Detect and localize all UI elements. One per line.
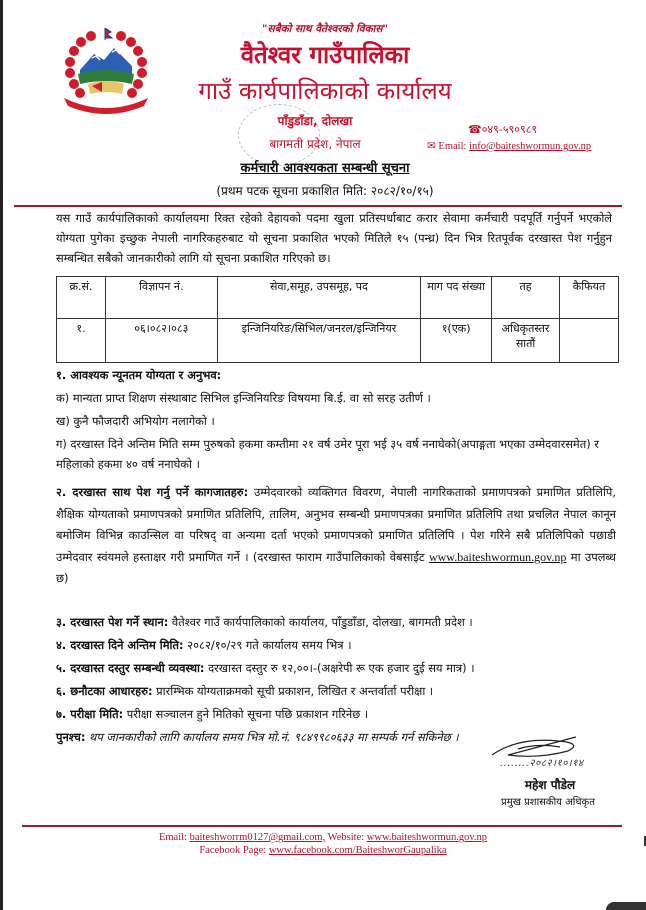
footer-divider (22, 825, 622, 827)
scan-corner (606, 902, 646, 910)
email-label: ✉ Email: (427, 141, 470, 152)
cell-service: इन्जिनियरिङ/सिभिल/जनरल/इन्जिनियर (217, 319, 421, 363)
section-4 (56, 635, 616, 655)
section-1-b: ख) कुनै फौजदारी अभियोग नलागेको । (56, 414, 215, 428)
section-4-label: ४. दरखास्त दिने अन्तिम मिति: (56, 638, 184, 652)
slogan: "सबैको साथ वैतेश्वरको विकास" (262, 23, 388, 35)
address-line-1: पाँडुडाँडा, दोलखा (277, 114, 353, 128)
section-7-label: ७. परीक्षा मिति: (56, 707, 124, 721)
address-line-2: बागमती प्रदेश, नेपाल (269, 137, 361, 151)
postscript-text: थप जानकारीको लागि कार्यालय समय भित्र मो.नं. ९८४९९८०६३३ मा सम्पर्क गर्न सकिनेछ । (85, 730, 459, 744)
section-3-label: ३. दरखास्त पेश गर्ने स्थान: (56, 615, 169, 629)
office-name: गाउँ कार्यपालिकाको कार्यालय (198, 77, 452, 105)
section-1-a: क) मान्यता प्राप्त शिक्षण संस्थाबाट सिभिल इन्जिनियरिङ विषयमा बि.ई. वा सो सरह उतीर्ण । (56, 391, 431, 405)
signature-date: ........२०८२।१०।१४ (500, 758, 584, 769)
section-1-c: ग) दरखास्त दिने अन्तिम मिति सम्म पुरुषको हकमा कम्तीमा २१ वर्ष उमेर पूरा भई ३५ वर्ष ननाघेको(अपाङ्गता भएका उम्मेदवारसमेत) र महिलाको हकमा ४० वर्ष ननाघेको । (56, 437, 599, 471)
signatory-designation: प्रमुख प्रशासकीय अधिकृत (501, 797, 595, 808)
section-4-text: २०८२/१०/२९ गते कार्यालय समय भित्र । (183, 638, 352, 652)
vacancy-table (56, 276, 619, 363)
footer-email-link[interactable]: baiteshworrm0127@gmail.com, (189, 832, 326, 843)
footer-line-1 (100, 831, 546, 844)
section-5 (56, 658, 616, 678)
table-row (57, 319, 619, 363)
cell-level: अधिकृतस्तर सातौं (492, 319, 560, 363)
cell-remarks (560, 319, 619, 363)
footer-facebook-label: Facebook Page: (199, 845, 269, 856)
col-remarks: कैफियत (560, 277, 619, 319)
footer-email-label: Email: (158, 832, 190, 843)
header-divider (14, 205, 622, 207)
cell-posts: १(एक) (421, 319, 492, 363)
section-3-text: वैतेश्वर गाउँ कार्यपालिकाको कार्यालय, पाँडुडाँडा, दोलखा, बागमती प्रदेश । (168, 615, 473, 629)
section-6 (56, 681, 616, 701)
scan-edge (0, 0, 3, 910)
section-5-label: ५. दरखास्त दस्तुर सम्बन्धी व्यवस्था: (56, 661, 205, 675)
intro-paragraph: यस गाउँ कार्यपालिकाको कार्यालयमा रिक्त रहेको देहायको पदमा खुला प्रतिस्पर्धाबाट करार सेवामा कर्मचारी पदपूर्ति गर्नुपर्ने भएकोले योग्यता पुगेका इच्छुक नेपाली नागरिकहरुबाट यो सूचना प्रकाशित भएको मितिले १५ (पन्ध्र) दिन भित्र रितपूर्वक दरखास्त पेश गर्नुहुन सम्बन्धित सबैको जानकारीको लागि यो सूचना प्रकाशित गरिएको छ। (56, 211, 612, 265)
footer-website-link[interactable]: www.baiteshwormun.gov.np (366, 832, 488, 843)
section-2-tail: मा उपलब्ध छ) (56, 549, 616, 585)
footer-line-2 (100, 844, 546, 857)
cell-serial: १. (57, 319, 106, 363)
col-ad-number: विज्ञापन नं. (105, 277, 217, 319)
website-link[interactable]: www.baiteshwormun.gov.np (428, 549, 567, 564)
section-7 (56, 704, 616, 724)
notice-title: कर्मचारी आवश्यकता सम्बन्धी सूचना (240, 161, 410, 176)
col-serial: क्र.सं. (57, 277, 106, 319)
email-link[interactable]: info@baiteshwormun.gov.np (469, 141, 592, 152)
footer-facebook-link[interactable]: www.facebook.com/BaiteshworGaupalika (268, 845, 447, 856)
section-3 (56, 612, 616, 632)
section-2-text: उम्मेदवारको व्यक्तिगत विवरण, नेपाली नागरिकताको प्रमाणपत्रको प्रमाणित प्रतिलिपि, शैक्षिक योग्यताको प्रमाणपत्रको प्रमाणित प्रतिलिपि, तालिम, अनुभव सम्बन्धी प्रमाणपत्रका प्रमाणित प्रतिलिपि तथा प्रचलित नेपाल कानून बमोजिम विभिन्न काउन्सिल वा परिषद् वा अन्यमा दर्ता भएको प्रमाणपत्रको प्रमाणित प्रतिलिपि । पेश गरिने सबै प्रतिलिपिको पछाडी उम्मेदवार स्वंयमले हस्ताक्षर गरी प्रमाणित गर्ने । (दरखास्त फाराम गाउँपालिकाको वेबसाईट (56, 485, 616, 564)
section-6-text: प्रारम्भिक योग्यताक्रमको सूची प्रकाशन, लिखित र अन्तर्वार्ता परीक्षा । (152, 684, 434, 698)
section-7-text: परीक्षा सञ्चालन हुने मितिको सूचना पछि प्रकाशन गरिनेछ । (123, 707, 369, 721)
footer (100, 831, 546, 857)
signatory-name: महेश पौडेल (524, 778, 576, 792)
municipality-name: वैतेश्वर गाउँपालिका (240, 41, 410, 69)
footer-website-label: Website: (325, 832, 367, 843)
col-posts: माग पद संख्या (421, 277, 492, 319)
table-header-row (57, 277, 619, 319)
header-email (427, 140, 591, 152)
section-6-label: ६. छनौटका आधारहरु: (56, 684, 153, 698)
phone-number: ☎०४९-५९०९८९ (468, 123, 538, 136)
col-level: तह (492, 277, 560, 319)
col-service: सेवा,समूह, उपसमूह, पद (217, 277, 421, 319)
postscript-label: पुनश्च: (56, 730, 86, 744)
published-date: (प्रथम पटक सूचना प्रकाशित मिति: २०८२/१०/१५) (216, 184, 434, 198)
section-2 (56, 482, 616, 590)
section-1-heading: १. आवश्यक न्यूनतम योग्यता र अनुभव: (56, 368, 222, 382)
section-2-label: २. दरखास्त साथ पेश गर्नु पर्ने कागजातहरु: (56, 485, 249, 499)
section-5-text: दरखास्त दस्तुर रु १२,००।-(अक्षरेपी रू एक हजार दुई सय मात्र) । (204, 661, 475, 675)
cell-ad-number: ०६।०८२।०८३ (105, 319, 217, 363)
